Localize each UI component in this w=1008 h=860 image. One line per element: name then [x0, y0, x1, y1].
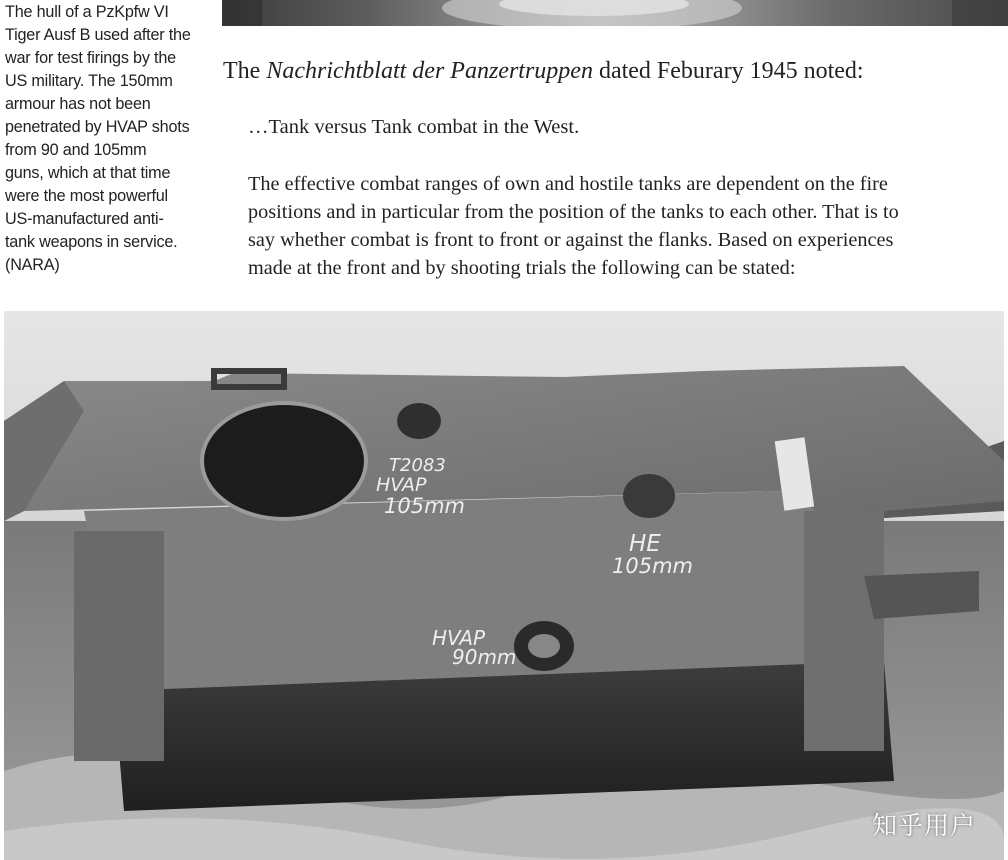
caption-line: Tiger Ausf B used after the — [5, 26, 191, 44]
watermark: 知乎用户 — [871, 811, 976, 840]
quote-line: The effective combat ranges of own and hostile tanks are dependent on the fire — [248, 173, 888, 195]
caption-line: The hull of a PzKpfw VI — [5, 3, 169, 21]
caption-line: (NARA) — [5, 256, 60, 274]
tiger-hull-photo — [4, 311, 1004, 860]
photo-caption — [5, 1, 205, 277]
lead-suffix: dated Feburary 1945 noted: — [592, 58, 864, 84]
caption-line: were the most powerful — [5, 187, 168, 205]
caption-line: armour has not been — [5, 95, 151, 113]
marking-hvap-105: HVAP — [376, 474, 427, 496]
marking-he-105mm: 105mm — [612, 554, 693, 578]
marking-hvap-90: HVAP — [432, 626, 486, 650]
hull-illustration — [4, 311, 1004, 860]
quote-paragraph — [248, 170, 983, 282]
lead-sentence — [223, 58, 1003, 85]
lead-prefix: The — [223, 58, 267, 84]
quote-line: say whether combat is front to front or against the flanks. Based on experiences — [248, 229, 894, 251]
marking-105mm: 105mm — [384, 494, 465, 518]
quote-line: made at the front and by shooting trials the following can be stated: — [248, 257, 796, 279]
caption-line: war for test firings by the — [5, 49, 176, 67]
caption-line: US military. The 150mm — [5, 72, 173, 90]
quote-line: positions and in particular from the position of the tanks to each other. That is to — [248, 201, 899, 223]
caption-line: US-manufactured anti- — [5, 210, 164, 228]
caption-line: penetrated by HVAP shots — [5, 118, 190, 136]
top-photo — [222, 0, 1008, 26]
caption-line: from 90 and 105mm — [5, 141, 147, 159]
marking-90mm: 90mm — [452, 645, 517, 669]
top-photo-graphic — [222, 0, 1008, 26]
marking-t2083: T2083 — [389, 455, 446, 476]
publication-title: Nachrichtblatt der Panzertruppen — [266, 58, 593, 84]
caption-line: guns, which at that time — [5, 164, 171, 182]
marking-he: HE — [629, 531, 661, 557]
quote-heading: …Tank versus Tank combat in the West. — [248, 116, 580, 138]
caption-line: tank weapons in service. — [5, 233, 178, 251]
